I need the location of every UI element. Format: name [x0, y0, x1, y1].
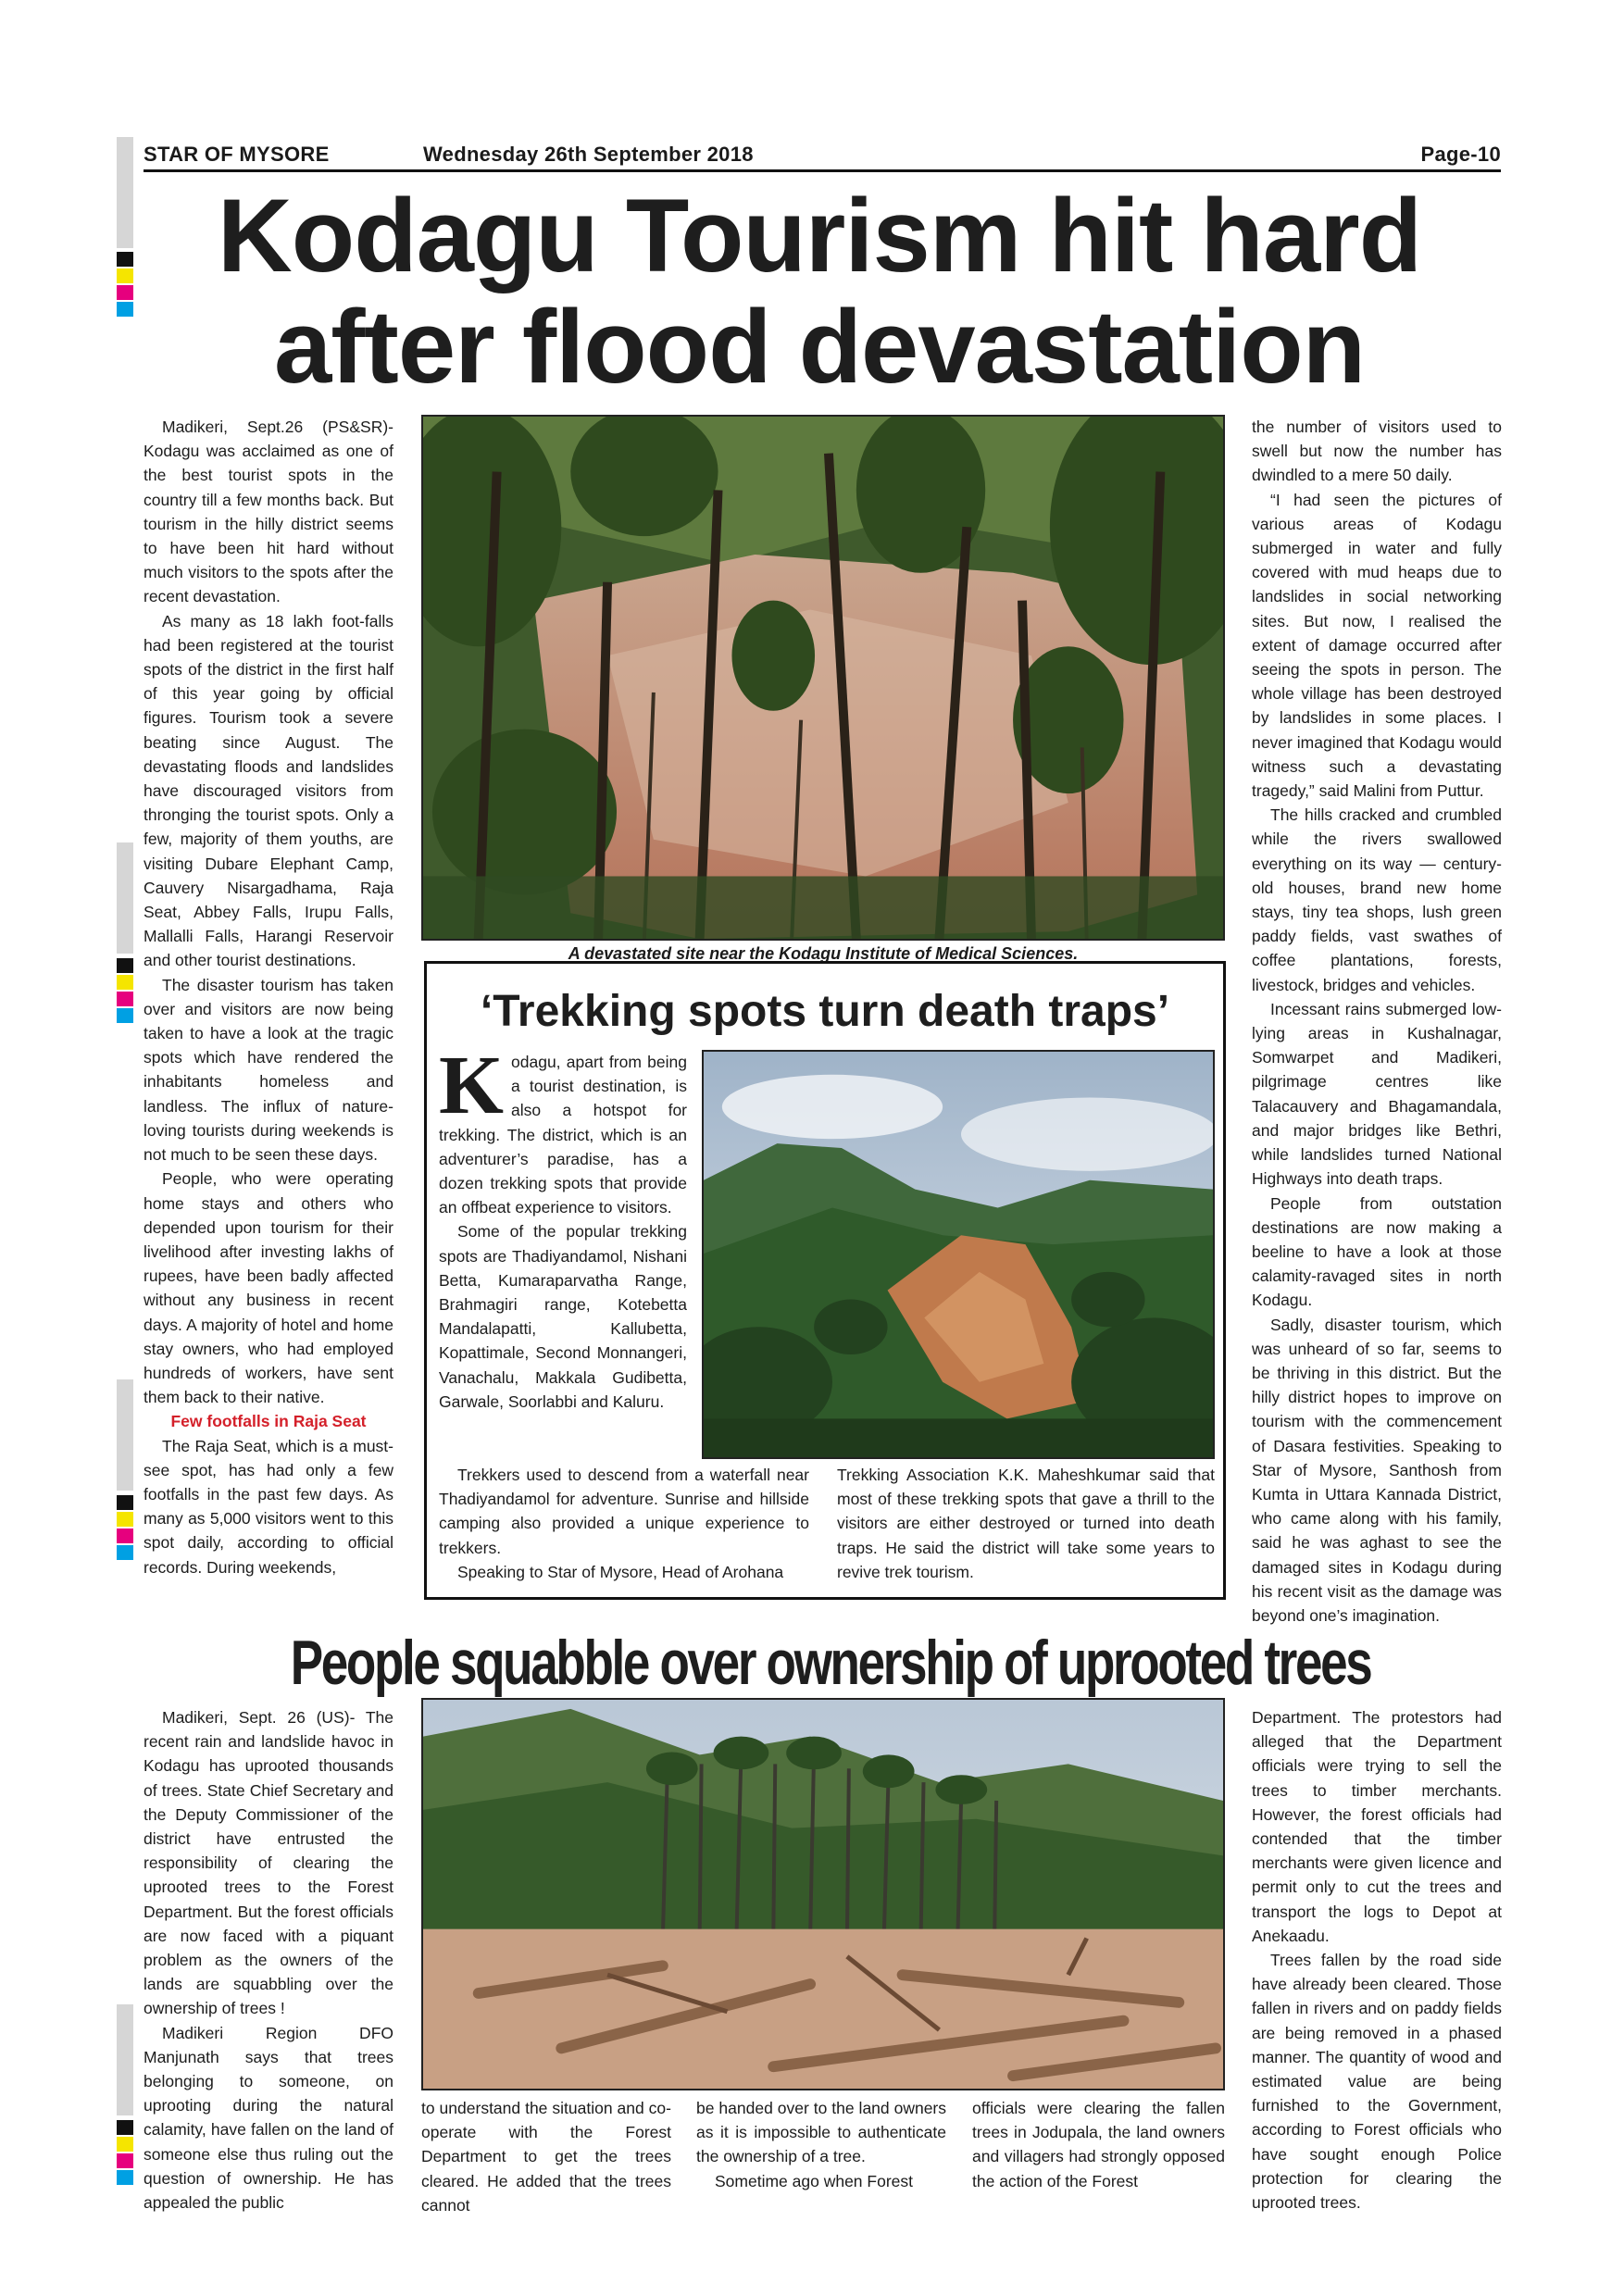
paper-name: STAR OF MYSORE: [144, 143, 330, 166]
registration-black: [117, 1495, 133, 1510]
story1-column-1: [144, 415, 394, 1579]
registration-black: [117, 958, 133, 973]
registration-cyan: [117, 1545, 133, 1560]
registration-yellow: [117, 1512, 133, 1527]
story2-paragraph: Madikeri Region DFO Manjunath says that trees belonging to someone, on uprooting during the natural calamity, have fallen on the land of someone else thus ruling out the question of ownership. He has appealed the public: [144, 2023, 394, 2213]
registration-magenta: [117, 992, 133, 1006]
uprooted-trees-photo: [421, 1698, 1225, 2090]
story2-column-2: [421, 2096, 671, 2217]
registration-cyan: [117, 1008, 133, 1023]
registration-cyan: [117, 2170, 133, 2185]
story2-paragraph: Trees fallen by the road side have already been cleared. Those fallen in rivers and on paddy fields are being removed in a phased manner. The quantity of wood and estimated value are being furnished to the Government, according to Forest officials who have sought enough Police protection for clearing the uprooted trees.: [1252, 1951, 1502, 2213]
photo-caption: A devastated site near the Kodagu Institute of Medical Sciences.: [568, 944, 1079, 963]
masthead-rule: [144, 169, 1501, 172]
page-number: Page-10: [1420, 143, 1501, 166]
story2-column-3: [696, 2096, 946, 2193]
trekking-paragraph: Trekking Association K.K. Maheshkumar said that most of these trekking spots that gave a thrill to the visitors are either destroyed or turned into death traps. He said the district will take some years to revive trek tourism.: [837, 1466, 1215, 1581]
masthead: [144, 139, 1501, 167]
story1-column-3: [1252, 415, 1502, 1628]
trekking-column-3: [837, 1463, 1215, 1584]
trekking-column-1: [439, 1040, 687, 1414]
story2-column-4: [972, 2096, 1225, 2193]
story2-paragraph: Sometime ago when Forest: [715, 2171, 913, 2190]
registration-strip: [117, 137, 133, 248]
landslide-forest-photo: [421, 415, 1225, 941]
issue-date: Wednesday 26th September 2018: [423, 143, 754, 166]
story1-paragraph: Incessant rains submerged low-lying areas in Kushalnagar, Somwarpet and Madikeri, pilgrimage centres like Talacauvery and Bhagamandala, and major bridges like Bethri, while landslides turned National Highways into death traps.: [1252, 999, 1502, 1189]
trekking-paragraph: Trekkers used to descend from a waterfall near Thadiyandamol for adventure. Sunrise and hillside camping also provided a unique experience to trekkers.: [439, 1466, 809, 1557]
registration-yellow: [117, 975, 133, 990]
registration-yellow: [117, 2137, 133, 2152]
registration-strip: [117, 2004, 133, 2115]
story1-paragraph: The Raja Seat, which is a must-see spot, has had only a few footfalls in the past few days. As many as 5,000 visitors went to this spot daily, according to official records. During weekends,: [144, 1436, 394, 1577]
registration-magenta: [117, 2153, 133, 2168]
hillside-landslide-photo: [702, 1050, 1215, 1459]
registration-strip: [117, 842, 133, 954]
story2-paragraph: Department. The protestors had alleged that the Department officials were trying to sell the trees to timber merchants. However, the forest officials had contended that the timber merchants were given licence and permit only to cut the trees and transport the logs to Depot at Anekaadu.: [1252, 1708, 1502, 1945]
registration-cyan: [117, 302, 133, 317]
registration-black: [117, 252, 133, 267]
registration-black: [117, 2120, 133, 2135]
trekking-column-2: [439, 1463, 809, 1584]
registration-magenta: [117, 285, 133, 300]
story1-paragraph: The hills cracked and crumbled while the rivers swallowed everything on its way — century-old houses, brand new home stays, tiny tea shops, lush green paddy fields, vast swathes of coffee plantations, forests, livestock, bridges and vehicles.: [1252, 805, 1502, 994]
subheading-raja-seat: Few footfalls in Raja Seat: [170, 1412, 367, 1431]
story1-paragraph: People from outstation destinations are now making a beeline to have a look at those calamity-ravaged sites in north Kodagu.: [1252, 1193, 1502, 1310]
story2-headline: People squabble over ownership of uprooted trees: [290, 1628, 1371, 1698]
registration-strip: [117, 1379, 133, 1491]
trekking-box-headline: ‘Trekking spots turn death traps’: [480, 987, 1170, 1036]
drop-cap: K: [439, 1040, 505, 1131]
story1-paragraph: the number of visitors used to swell but now the number has dwindled to a mere 50 daily.: [1252, 418, 1502, 485]
story2-paragraph: officials were clearing the fallen trees in Jodupala, the land owners and villagers had strongly opposed the action of the Forest: [972, 2099, 1225, 2190]
story2-paragraph: be handed over to the land owners as it is impossible to authenticate the ownership of a tree.: [696, 2099, 946, 2166]
story1-paragraph: As many as 18 lakh foot-falls had been registered at the tourist spots of the district in the first half of this year going by official figures. Tourism took a severe beating since August. The devastating floods and landslides have discouraged visitors from thronging the tourist spots. Only a few, majority of them youths, are visiting Dubare Elephant Camp, Cauvery Nisargadhama, Raja Seat, Abbey Falls, Irupu Falls, Mallalli Falls, Harangi Reservoir and other tourist destinations.: [144, 611, 394, 970]
trekking-lead: odagu, apart from being a tourist destination, is also a hotspot for trekking. The district, which is an adventurer’s paradise, has a dozen trekking spots that provide an offbeat experience to visitors.: [439, 1053, 687, 1217]
story2-paragraph: to understand the situation and co-operate with the Forest Department to get the trees cleared. He added that the trees cannot: [421, 2099, 671, 2215]
story2-column-1: [144, 1705, 394, 2215]
story2-column-5: [1252, 1705, 1502, 2215]
story1-paragraph: Sadly, disaster tourism, which was unheard of so far, seems to be thriving in this district. But the hilly district hopes to improve on tourism with the commencement of Dasara festivities. Speaking to Star of Mysore, Santhosh from Kumta in Uttara Kannada District, who came along with his family, said he was aghast to see the damaged sites in Kodagu during his recent visit as the damage was beyond one’s imagination.: [1252, 1315, 1502, 1625]
headline-line-2: after flood devastation: [273, 289, 1366, 405]
registration-magenta: [117, 1529, 133, 1543]
story1-paragraph: “I had seen the pictures of various areas of Kodagu submerged in water and fully covered with mud heaps due to landslides in social networking sites. But now, I realised the extent of damage occurred after seeing the spots in person. The whole village has been destroyed by landslides in some places. I never imagined that Kodagu would witness such a devastating tragedy,” said Malini from Puttur.: [1252, 490, 1502, 801]
headline-line-1: Kodagu Tourism hit hard: [217, 178, 1422, 293]
trekking-paragraph: Speaking to Star of Mysore, Head of Arohana: [457, 1562, 784, 1581]
story1-paragraph: People, who were operating home stays and others who depended upon tourism for their livelihood after investing lakhs of rupees, have been badly affected without any business in recent days. A majority of hotel and home stay owners, who had employed hundreds of workers, have sent them back to their native.: [144, 1169, 394, 1407]
story2-paragraph: Madikeri, Sept. 26 (US)- The recent rain and landslide havoc in Kodagu has uprooted thousands of trees. State Chief Secretary and the Deputy Commissioner of the district have entrusted the responsibility of clearing the uprooted trees to the Forest Department. But the forest officials are now faced with a piquant problem as the owners of the lands are squabbling over the ownership of trees !: [144, 1708, 394, 2018]
registration-yellow: [117, 268, 133, 283]
trekking-paragraph: Some of the popular trekking spots are Thadiyandamol, Nishani Betta, Kumaraparvatha Range, Brahmagiri range, Kotebetta Mandalapatti, Kallubetta, Kopattimale, Second Monnangeri, Vanachalu, Makkala Gudibetta, Garwale, Soorlabbi and Kaluru.: [439, 1222, 687, 1411]
story1-paragraph: The disaster tourism has taken over and visitors are now being taken to have a look at the tragic spots which have rendered the inhabitants homeless and landless. The influx of nature-loving tourists during weekends is not much to be seen these days.: [144, 975, 394, 1165]
story1-paragraph: Madikeri, Sept.26 (PS&SR)- Kodagu was acclaimed as one of the best tourist spots in the country till a few months back. But tourism in the hilly district seems to have been hit hard without much visitors to the spots after the recent devastation.: [144, 418, 394, 606]
